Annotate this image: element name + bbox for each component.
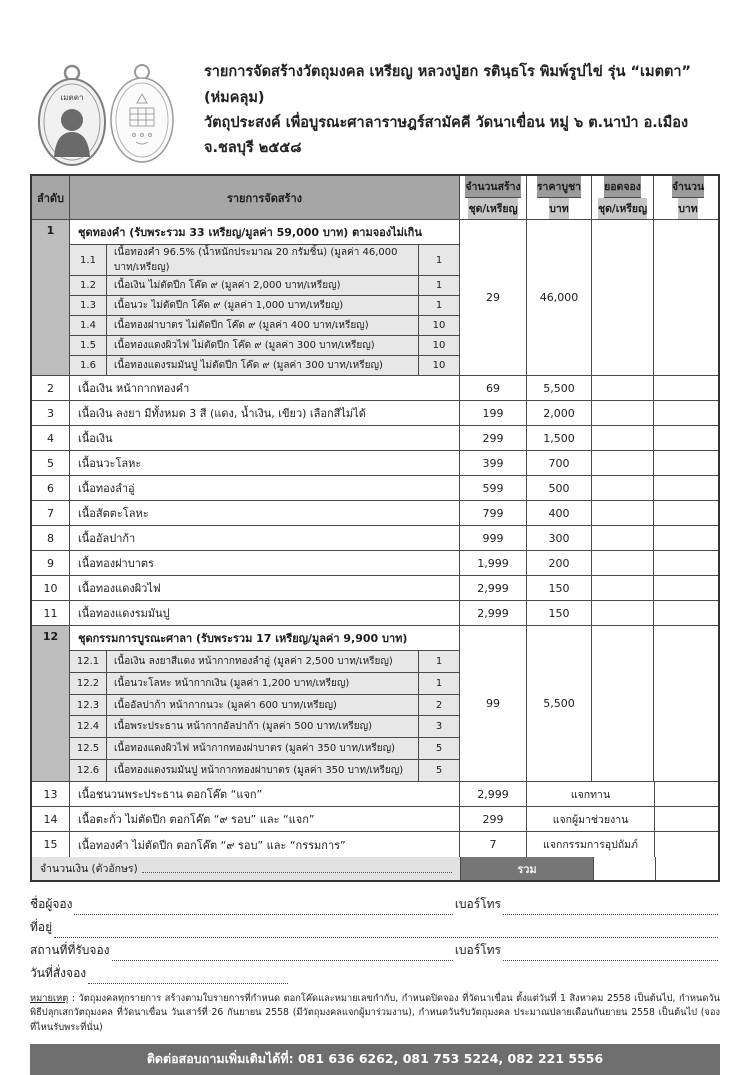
- quantity-made-cell: 299: [460, 426, 527, 450]
- sub-item-count: 10: [432, 360, 446, 371]
- order-form-page: [30, 58, 720, 1075]
- total-row: [32, 857, 718, 880]
- remarks-note: [30, 992, 720, 1035]
- item-description: เนื้อทองแดงผิวไฟ: [70, 576, 460, 600]
- title-line-1: รายการจัดสร้างวัตถุมงคล เหรียญ หลวงปู่ฮก รตินฺธโร พิมพ์รูปไข่ รุ่น “เมตตา” (ห่มคลุม): [204, 64, 692, 106]
- sub-item-row: [70, 355, 459, 375]
- sub-item-description: เนื้อนวะโลหะ หน้ากากเงิน (มูลค่า 1,200 บาท/เหรียญ): [107, 673, 419, 694]
- row-number: 11: [32, 601, 70, 625]
- quantity-made-cell: 99: [460, 626, 527, 781]
- sub-item-row: [70, 295, 459, 315]
- phone-label: เบอร์โทร: [454, 897, 501, 911]
- table-row: [32, 551, 718, 576]
- place-label: สถานที่ที่รับจอง: [30, 943, 110, 957]
- item-description: เนื้อสัตตะโลหะ: [70, 501, 460, 525]
- group-items: [70, 626, 460, 781]
- quantity-made-cell: 399: [460, 451, 527, 475]
- sub-item-description: เนื้อทองแดงรมมันปู ไม่ตัดปีก โค๊ด ๙ (มูลค่า 300 บาท/เหรียญ): [107, 356, 419, 375]
- booked-cell: [592, 601, 654, 625]
- row-number: 6: [32, 476, 70, 500]
- sub-item-row: [70, 759, 459, 781]
- sub-item-number: 1.2: [70, 276, 107, 295]
- sub-item-row: [70, 244, 459, 275]
- amount-cell: [654, 451, 722, 475]
- sub-item-row: [70, 275, 459, 295]
- address-label: ที่อยู่: [30, 920, 53, 934]
- row-number: 3: [32, 401, 70, 425]
- quantity-made-cell: 999: [460, 526, 527, 550]
- booked-cell: [592, 220, 654, 375]
- sub-item-count: 1: [435, 280, 443, 291]
- remarks-prefix: หมายเหตุ: [30, 993, 69, 1004]
- phone2-label: เบอร์โทร: [454, 943, 501, 957]
- amount-cell: [654, 526, 722, 550]
- quantity-made-cell: 69: [460, 376, 527, 400]
- title-line-2: วัตถุประสงค์ เพื่อบูรณะศาลาราษฎร์สามัคคี วัดนาเขื่อน หมู่ ๖ ต.นาป่า อ.เมือง จ.ชลบุรี ๒๕๕๘: [204, 115, 689, 157]
- sub-item-count: 10: [432, 340, 446, 351]
- sub-item-description: เนื้อเงิน ลงยาสีแดง หน้ากากทองลำอู่ (มูลค่า 2,500 บาท/เหรียญ): [107, 651, 419, 672]
- sub-item-count: 5: [435, 765, 443, 777]
- sub-item-number: 1.6: [70, 356, 107, 375]
- sub-item-count: 1: [435, 254, 443, 266]
- table-row: [32, 526, 718, 551]
- amount-cell: [655, 782, 723, 806]
- address-field: [54, 924, 718, 938]
- col-header-booked: ยอดจอง ชุด/เหรียญ: [592, 176, 654, 219]
- amount-cell: [654, 501, 722, 525]
- sub-item-count: 5: [435, 743, 443, 755]
- sub-item-number: 12.6: [70, 760, 107, 781]
- sub-item-number: 1.1: [70, 245, 107, 275]
- item-description: เนื้อทองคำ ไม่ตัดปีก ตอกโค๊ต “๙ รอบ” และ “กรรมการ”: [70, 832, 460, 857]
- item-description: เนื้อทองแดงรมมันปู: [70, 601, 460, 625]
- quantity-made-cell: 29: [460, 220, 527, 375]
- booked-cell: [592, 451, 654, 475]
- sub-item-number: 12.2: [70, 673, 107, 694]
- booked-cell: [592, 426, 654, 450]
- sub-item-count: 10: [432, 320, 446, 331]
- row-number: 5: [32, 451, 70, 475]
- sub-item-row: [70, 335, 459, 355]
- amount-cell: [654, 426, 722, 450]
- row-number: 8: [32, 526, 70, 550]
- group-items: [70, 220, 460, 375]
- item-description: เนื้อเงิน: [70, 426, 460, 450]
- table-header-row: [32, 176, 718, 220]
- row-number: 9: [32, 551, 70, 575]
- order-date-field: [88, 970, 288, 984]
- sub-item-row: [70, 650, 459, 672]
- table-body: [32, 220, 718, 857]
- name-field: [74, 901, 452, 915]
- sub-item-row: [70, 672, 459, 694]
- quantity-made-cell: 199: [460, 401, 527, 425]
- sub-item-description: เนื้อพระประธาน หน้ากากอัลปาก้า (มูลค่า 500 บาท/เหรียญ): [107, 716, 419, 737]
- price-cell: 200: [527, 551, 592, 575]
- sub-item-description: เนื้อทองฝาบาตร ไม่ตัดปีก โค๊ด ๙ (มูลค่า 400 บาท/เหรียญ): [107, 316, 419, 335]
- sub-item-row: [70, 737, 459, 759]
- form-row-date: [30, 961, 720, 984]
- quantity-made-cell: 2,999: [460, 782, 527, 806]
- giveaway-note-cell: แจกผู้มาช่วยงาน: [527, 807, 655, 831]
- price-cell: 150: [527, 576, 592, 600]
- contact-bar: ติดต่อสอบถามเพิ่มเติมได้ที่: 081 636 6262, 081 753 5224, 082 221 5556: [30, 1044, 720, 1075]
- phone-field: [503, 901, 718, 915]
- quantity-made-cell: 2,999: [460, 576, 527, 600]
- booked-cell: [592, 626, 654, 781]
- order-table: [30, 174, 720, 882]
- order-date-label: วันที่สั่งจอง: [30, 966, 87, 980]
- booking-form: [30, 892, 720, 984]
- price-cell: 300: [527, 526, 592, 550]
- quantity-made-cell: 799: [460, 501, 527, 525]
- booked-cell: [592, 551, 654, 575]
- row-number: 1: [32, 220, 70, 375]
- amulet-front-label: เมตตา: [60, 93, 84, 102]
- phone2-field: [503, 947, 718, 961]
- item-description: เนื้อเงิน หน้ากากทองคำ: [70, 376, 460, 400]
- sub-item-count: 1: [435, 677, 443, 689]
- table-row-giveaway: [32, 807, 718, 832]
- item-description: เนื้อชนวนพระประธาน ตอกโค๊ต “แจก”: [70, 782, 460, 806]
- quantity-made-cell: 1,999: [460, 551, 527, 575]
- col-header-item: รายการจัดสร้าง: [70, 176, 460, 219]
- col-header-price: ราคาบูชา บาท: [527, 176, 592, 219]
- giveaway-note-cell: แจกกรรมการอุปถัมภ์: [527, 832, 655, 857]
- row-number: 2: [32, 376, 70, 400]
- col-header-qty: จำนวนสร้าง ชุด/เหรียญ: [460, 176, 527, 219]
- table-group-row: [32, 220, 718, 376]
- group-title: ชุดกรรมการบูรณะศาลา (รับพระรวม 17 เหรียญ/มูลค่า 9,900 บาท): [78, 632, 408, 645]
- amount-cell: [655, 832, 723, 857]
- booked-cell: [592, 501, 654, 525]
- place-field: [112, 947, 453, 961]
- price-cell: 1,500: [527, 426, 592, 450]
- sub-item-count: 1: [435, 655, 443, 667]
- sub-item-row: [70, 715, 459, 737]
- sum-cell: รวม: [461, 857, 594, 880]
- total-amount-cell: [656, 857, 724, 880]
- amount-cell: [654, 551, 722, 575]
- sub-item-row: [70, 315, 459, 335]
- form-row-address: [30, 915, 720, 938]
- table-row: [32, 451, 718, 476]
- sub-item-count: 2: [435, 699, 443, 711]
- amount-cell: [654, 601, 722, 625]
- sub-item-number: 12.1: [70, 651, 107, 672]
- quantity-made-cell: 299: [460, 807, 527, 831]
- row-number: 7: [32, 501, 70, 525]
- amount-cell: [655, 807, 723, 831]
- row-number: 13: [32, 782, 70, 806]
- price-cell: 150: [527, 601, 592, 625]
- table-row: [32, 576, 718, 601]
- total-booked-cell: [594, 857, 656, 880]
- sub-item-number: 1.5: [70, 336, 107, 355]
- sub-item-number: 12.4: [70, 716, 107, 737]
- booked-cell: [592, 476, 654, 500]
- col-header-no: ลำดับ: [32, 176, 70, 219]
- sub-item-description: เนื้อทองคำ 96.5% (น้ำหนักประมาณ 20 กรัมชิ้น) (มูลค่า 46,000 บาท/เหรียญ): [107, 245, 419, 275]
- amount-cell: [654, 220, 722, 375]
- amount-cell: [654, 576, 722, 600]
- price-cell: 5,500: [527, 626, 592, 781]
- item-description: เนื้อทองลำอู่: [70, 476, 460, 500]
- sub-item-count: 1: [435, 300, 443, 311]
- price-cell: 400: [527, 501, 592, 525]
- sub-item-description: เนื้อทองแดงรมมันปู หน้ากากทองฝาบาตร (มูลค่า 350 บาท/เหรียญ): [107, 760, 419, 781]
- amount-in-words-label: จำนวนเงิน (ตัวอักษร): [40, 863, 138, 875]
- table-row-giveaway: [32, 782, 718, 807]
- table-group-row: [32, 626, 718, 782]
- quantity-made-cell: 599: [460, 476, 527, 500]
- table-row: [32, 426, 718, 451]
- item-description: เนื้อเงิน ลงยา มีทั้งหมด 3 สี (แดง, น้ำเงิน, เขียว) เลือกสีไม่ได้: [70, 401, 460, 425]
- row-number: 10: [32, 576, 70, 600]
- sub-item-description: เนื้อนวะ ไม่ตัดปีก โค๊ด ๙ (มูลค่า 1,000 บาท/เหรียญ): [107, 296, 419, 315]
- sub-item-description: เนื้อทองแดงผิวไฟ หน้ากากทองฝาบาตร (มูลค่า 350 บาท/เหรียญ): [107, 738, 419, 759]
- booked-cell: [592, 401, 654, 425]
- table-row: [32, 601, 718, 626]
- name-label: ชื่อผู้จอง: [30, 897, 73, 911]
- giveaway-note-cell: แจกทาน: [527, 782, 655, 806]
- quantity-made-cell: 7: [460, 832, 527, 857]
- amount-cell: [654, 401, 722, 425]
- amulet-coins-image: [30, 60, 190, 168]
- price-cell: 700: [527, 451, 592, 475]
- col-header-amount: จำนวน บาท: [654, 176, 722, 219]
- amount-in-words-cell: [32, 857, 461, 880]
- price-cell: 5,500: [527, 376, 592, 400]
- table-row: [32, 401, 718, 426]
- sub-item-description: เนื้อเงิน ไม่ตัดปีก โค๊ด ๙ (มูลค่า 2,000 บาท/เหรียญ): [107, 276, 419, 295]
- amount-cell: [654, 626, 722, 781]
- booked-cell: [592, 576, 654, 600]
- table-row: [32, 476, 718, 501]
- sub-item-row: [70, 694, 459, 716]
- document-header: [30, 58, 720, 170]
- price-cell: 2,000: [527, 401, 592, 425]
- amount-cell: [654, 376, 722, 400]
- table-row-giveaway: [32, 832, 718, 857]
- amount-in-words-field: [142, 861, 452, 873]
- sub-item-count: 3: [435, 721, 443, 733]
- sub-item-number: 1.4: [70, 316, 107, 335]
- price-cell: 500: [527, 476, 592, 500]
- quantity-made-cell: 2,999: [460, 601, 527, 625]
- row-number: 12: [32, 626, 70, 781]
- item-description: เนื้อทองฝาบาตร: [70, 551, 460, 575]
- item-description: เนื้อตะกั่ว ไม่ตัดปีก ตอกโค๊ต “๙ รอบ” และ “แจก”: [70, 807, 460, 831]
- sub-item-description: เนื้ออัลปาก้า หน้ากากนวะ (มูลค่า 600 บาท/เหรียญ): [107, 695, 419, 716]
- row-number: 15: [32, 832, 70, 857]
- sub-item-number: 12.5: [70, 738, 107, 759]
- price-cell: 46,000: [527, 220, 592, 375]
- item-description: เนื้อนวะโลหะ: [70, 451, 460, 475]
- document-title: [204, 60, 720, 168]
- item-description: เนื้ออัลปาก้า: [70, 526, 460, 550]
- remarks-body: : วัตถุมงคลทุกรายการ สร้างตามใบรายการที่กำหนด ตอกโค๊ดและหมายเลขกำกับ, กำหนดปิดจอง ที่วัดนาเขื่อน ตั้งแต่วันที่ 1 สิงหาคม 2558 เป็นต้นไป, กำหนดวันพิธีปลุกเสกวัตถุมงคล ที่วัดนาเขื่อน วันเสาร์ที่ 26 กันยายน 2558 (มีวัตถุมงคลแจกผู้มาร่วมงาน), กำหนดวันรับวัตถุมงคล ประมาณปลายเดือนกันยายน 2558 เป็นต้นไป (จองที่ไหนรับพระที่นั่น): [30, 993, 720, 1033]
- sub-item-number: 12.3: [70, 695, 107, 716]
- table-row: [32, 501, 718, 526]
- form-row-name: [30, 892, 720, 915]
- table-row: [32, 376, 718, 401]
- booked-cell: [592, 376, 654, 400]
- sub-item-number: 1.3: [70, 296, 107, 315]
- group-title: ชุดทองคำ (รับพระรวม 33 เหรียญ/มูลค่า 59,000 บาท) ตามจองไม่เกิน: [78, 226, 422, 239]
- amount-cell: [654, 476, 722, 500]
- form-row-place: [30, 938, 720, 961]
- row-number: 4: [32, 426, 70, 450]
- booked-cell: [592, 526, 654, 550]
- row-number: 14: [32, 807, 70, 831]
- sub-item-description: เนื้อทองแดงผิวไฟ ไม่ตัดปีก โค๊ด ๙ (มูลค่า 300 บาท/เหรียญ): [107, 336, 419, 355]
